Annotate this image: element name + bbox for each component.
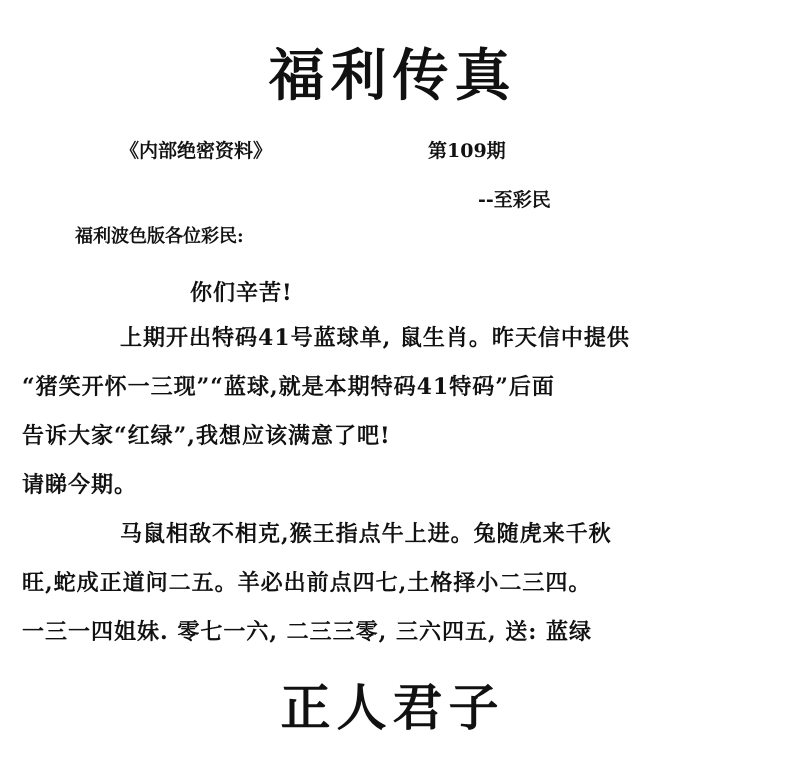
signature: --至彩民 — [478, 189, 551, 211]
paragraph1-line: 请睇今期。 — [22, 472, 138, 498]
footer-motto: 正人君子 — [280, 678, 505, 737]
salutation: 福利波色版各位彩民: — [75, 226, 244, 247]
greeting: 你们辛苦! — [190, 280, 293, 306]
paragraph1-line: 告诉大家“红绿”,我想应该满意了吧! — [22, 423, 391, 449]
paragraph2-line: 一三一四姐妹. 零七一六, 二三三零, 三六四五, 送: 蓝绿 — [22, 619, 593, 645]
paragraph1-line: “猪笑开怀一三现”“蓝球,就是本期特码41特码”后面 — [22, 374, 555, 400]
paragraph2-line: 马鼠相敌不相克,猴王指点牛上进。兔随虎来千秋 — [120, 521, 612, 547]
issue-number: 第109期 — [428, 140, 506, 162]
document-title: 福利传真 — [268, 43, 517, 109]
paragraph2-line: 旺,蛇成正道问二五。羊必出前点四七,土格择小二三四。 — [22, 570, 592, 596]
paragraph1-line: 上期开出特码41号蓝球单, 鼠生肖。昨天信中提供 — [120, 325, 630, 351]
header-left: 《内部绝密资料》 — [120, 140, 273, 162]
